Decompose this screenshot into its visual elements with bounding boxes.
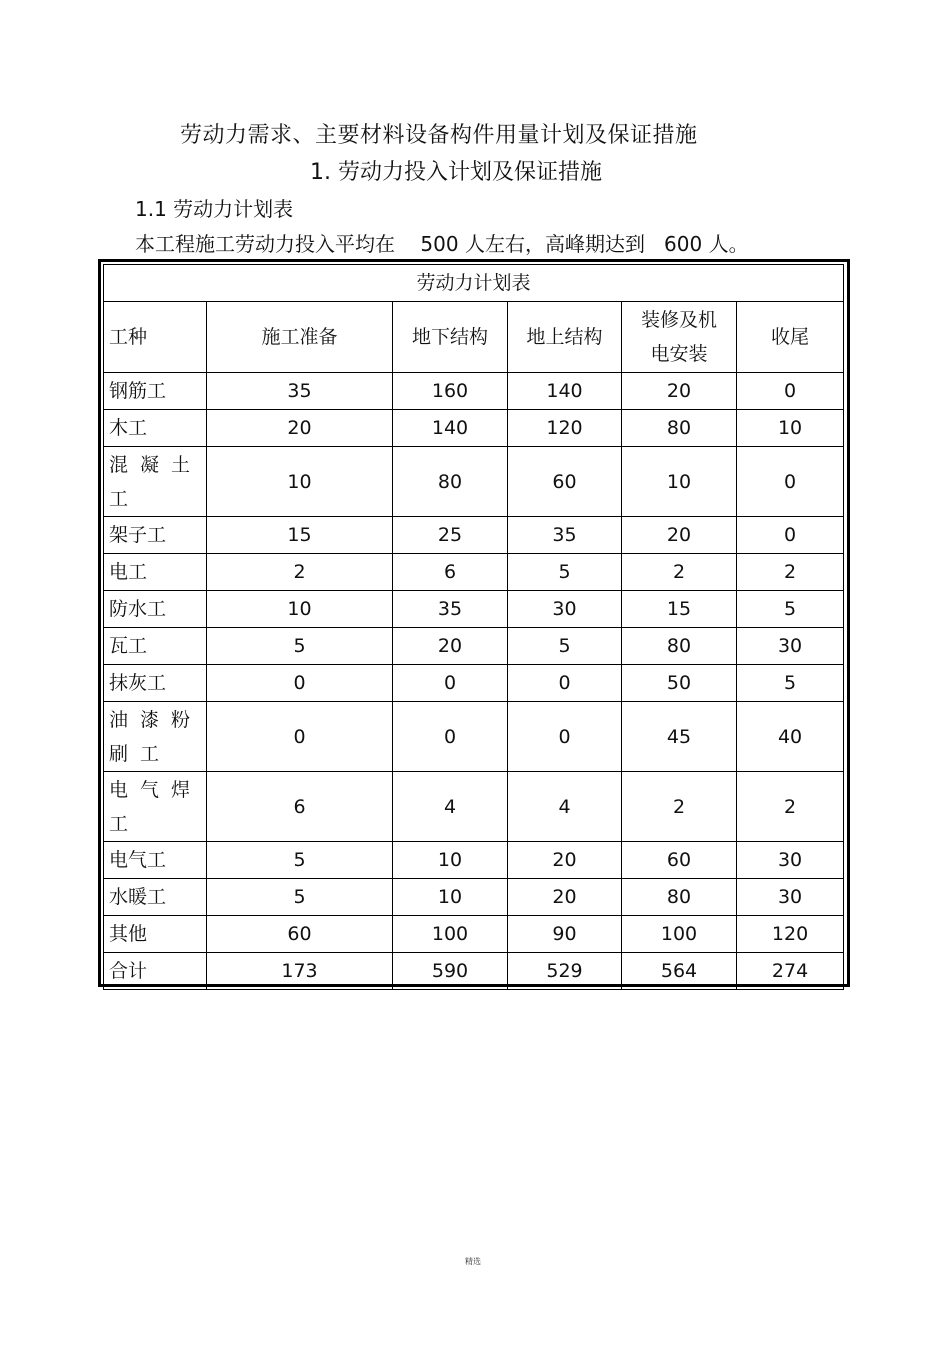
value-cell: 15 [622, 591, 737, 628]
value-cell: 4 [508, 772, 622, 842]
value-cell: 4 [393, 772, 508, 842]
value-cell: 0 [737, 447, 844, 517]
trade-cell: 架子工 [104, 517, 207, 554]
trade-cell: 水暖工 [104, 879, 207, 916]
value-cell: 35 [393, 591, 508, 628]
table-row [104, 447, 844, 517]
header-aboveground: 地上结构 [508, 302, 622, 373]
value-cell: 50 [622, 665, 737, 702]
value-cell: 0 [737, 517, 844, 554]
trade-cell: 瓦工 [104, 628, 207, 665]
value-cell: 5 [508, 554, 622, 591]
value-cell: 5 [207, 842, 393, 879]
value-cell: 20 [508, 879, 622, 916]
value-cell: 30 [508, 591, 622, 628]
section-heading: 1. 劳动力投入计划及保证措施 [310, 160, 602, 185]
value-cell: 45 [622, 702, 737, 772]
table-row [104, 772, 844, 842]
value-cell: 60 [508, 447, 622, 517]
value-cell: 140 [508, 373, 622, 410]
value-cell: 590 [393, 953, 508, 990]
value-cell: 120 [737, 916, 844, 953]
table-row [104, 517, 844, 554]
subsection-heading: 1.1 劳动力计划表 [135, 197, 294, 221]
value-cell: 0 [737, 373, 844, 410]
labor-plan-table-frame [98, 259, 850, 987]
value-cell: 6 [393, 554, 508, 591]
value-cell: 160 [393, 373, 508, 410]
table-row [104, 953, 844, 990]
value-cell: 60 [207, 916, 393, 953]
value-cell: 274 [737, 953, 844, 990]
value-cell: 80 [622, 879, 737, 916]
header-preparation: 施工准备 [207, 302, 393, 373]
value-cell: 2 [737, 554, 844, 591]
value-cell: 0 [508, 665, 622, 702]
value-cell: 0 [393, 665, 508, 702]
trade-cell: 电气工 [104, 842, 207, 879]
table-row [104, 628, 844, 665]
value-cell: 80 [622, 628, 737, 665]
table-row [104, 665, 844, 702]
value-cell: 60 [622, 842, 737, 879]
table-row [104, 702, 844, 772]
value-cell: 100 [393, 916, 508, 953]
header-finishing: 收尾 [737, 302, 844, 373]
trade-cell: 油漆粉刷工 [104, 702, 207, 772]
value-cell: 35 [207, 373, 393, 410]
table-row [104, 591, 844, 628]
value-cell: 0 [207, 665, 393, 702]
intro-paragraph: 本工程施工劳动力投入平均在 500 人左右，高峰期达到 600 人。 [135, 232, 749, 256]
table-row [104, 879, 844, 916]
page-footer: 精选 [465, 1257, 481, 1266]
value-cell: 10 [393, 879, 508, 916]
value-cell: 10 [393, 842, 508, 879]
table-row [104, 916, 844, 953]
value-cell: 120 [508, 410, 622, 447]
value-cell: 564 [622, 953, 737, 990]
table-row [104, 842, 844, 879]
value-cell: 2 [622, 554, 737, 591]
value-cell: 10 [622, 447, 737, 517]
header-underground: 地下结构 [393, 302, 508, 373]
value-cell: 20 [508, 842, 622, 879]
value-cell: 10 [207, 591, 393, 628]
value-cell: 40 [737, 702, 844, 772]
value-cell: 15 [207, 517, 393, 554]
value-cell: 90 [508, 916, 622, 953]
value-cell: 100 [622, 916, 737, 953]
document-title: 劳动力需求、主要材料设备构件用量计划及保证措施 [180, 123, 698, 148]
value-cell: 6 [207, 772, 393, 842]
value-cell: 35 [508, 517, 622, 554]
table-row [104, 373, 844, 410]
header-trade: 工种 [104, 302, 207, 373]
value-cell: 0 [508, 702, 622, 772]
labor-plan-table [103, 264, 844, 990]
value-cell: 0 [207, 702, 393, 772]
trade-cell: 电工 [104, 554, 207, 591]
value-cell: 20 [622, 373, 737, 410]
value-cell: 0 [393, 702, 508, 772]
trade-cell: 电气焊工 [104, 772, 207, 842]
trade-cell: 合计 [104, 953, 207, 990]
value-cell: 10 [207, 447, 393, 517]
value-cell: 140 [393, 410, 508, 447]
trade-cell: 其他 [104, 916, 207, 953]
value-cell: 5 [207, 879, 393, 916]
value-cell: 2 [207, 554, 393, 591]
table-row [104, 410, 844, 447]
value-cell: 20 [393, 628, 508, 665]
table-row [104, 554, 844, 591]
value-cell: 30 [737, 842, 844, 879]
trade-cell: 抹灰工 [104, 665, 207, 702]
value-cell: 5 [737, 591, 844, 628]
value-cell: 25 [393, 517, 508, 554]
value-cell: 20 [207, 410, 393, 447]
trade-cell: 木工 [104, 410, 207, 447]
value-cell: 80 [393, 447, 508, 517]
value-cell: 30 [737, 879, 844, 916]
trade-cell: 防水工 [104, 591, 207, 628]
trade-cell: 钢筋工 [104, 373, 207, 410]
value-cell: 80 [622, 410, 737, 447]
value-cell: 30 [737, 628, 844, 665]
value-cell: 529 [508, 953, 622, 990]
value-cell: 10 [737, 410, 844, 447]
value-cell: 20 [622, 517, 737, 554]
header-decoration-mep: 装修及机电安装 [622, 302, 737, 373]
value-cell: 5 [508, 628, 622, 665]
value-cell: 5 [207, 628, 393, 665]
value-cell: 5 [737, 665, 844, 702]
table-header-row [104, 302, 844, 373]
value-cell: 2 [622, 772, 737, 842]
table-caption: 劳动力计划表 [104, 265, 844, 302]
trade-cell: 混凝土工 [104, 447, 207, 517]
value-cell: 2 [737, 772, 844, 842]
value-cell: 173 [207, 953, 393, 990]
